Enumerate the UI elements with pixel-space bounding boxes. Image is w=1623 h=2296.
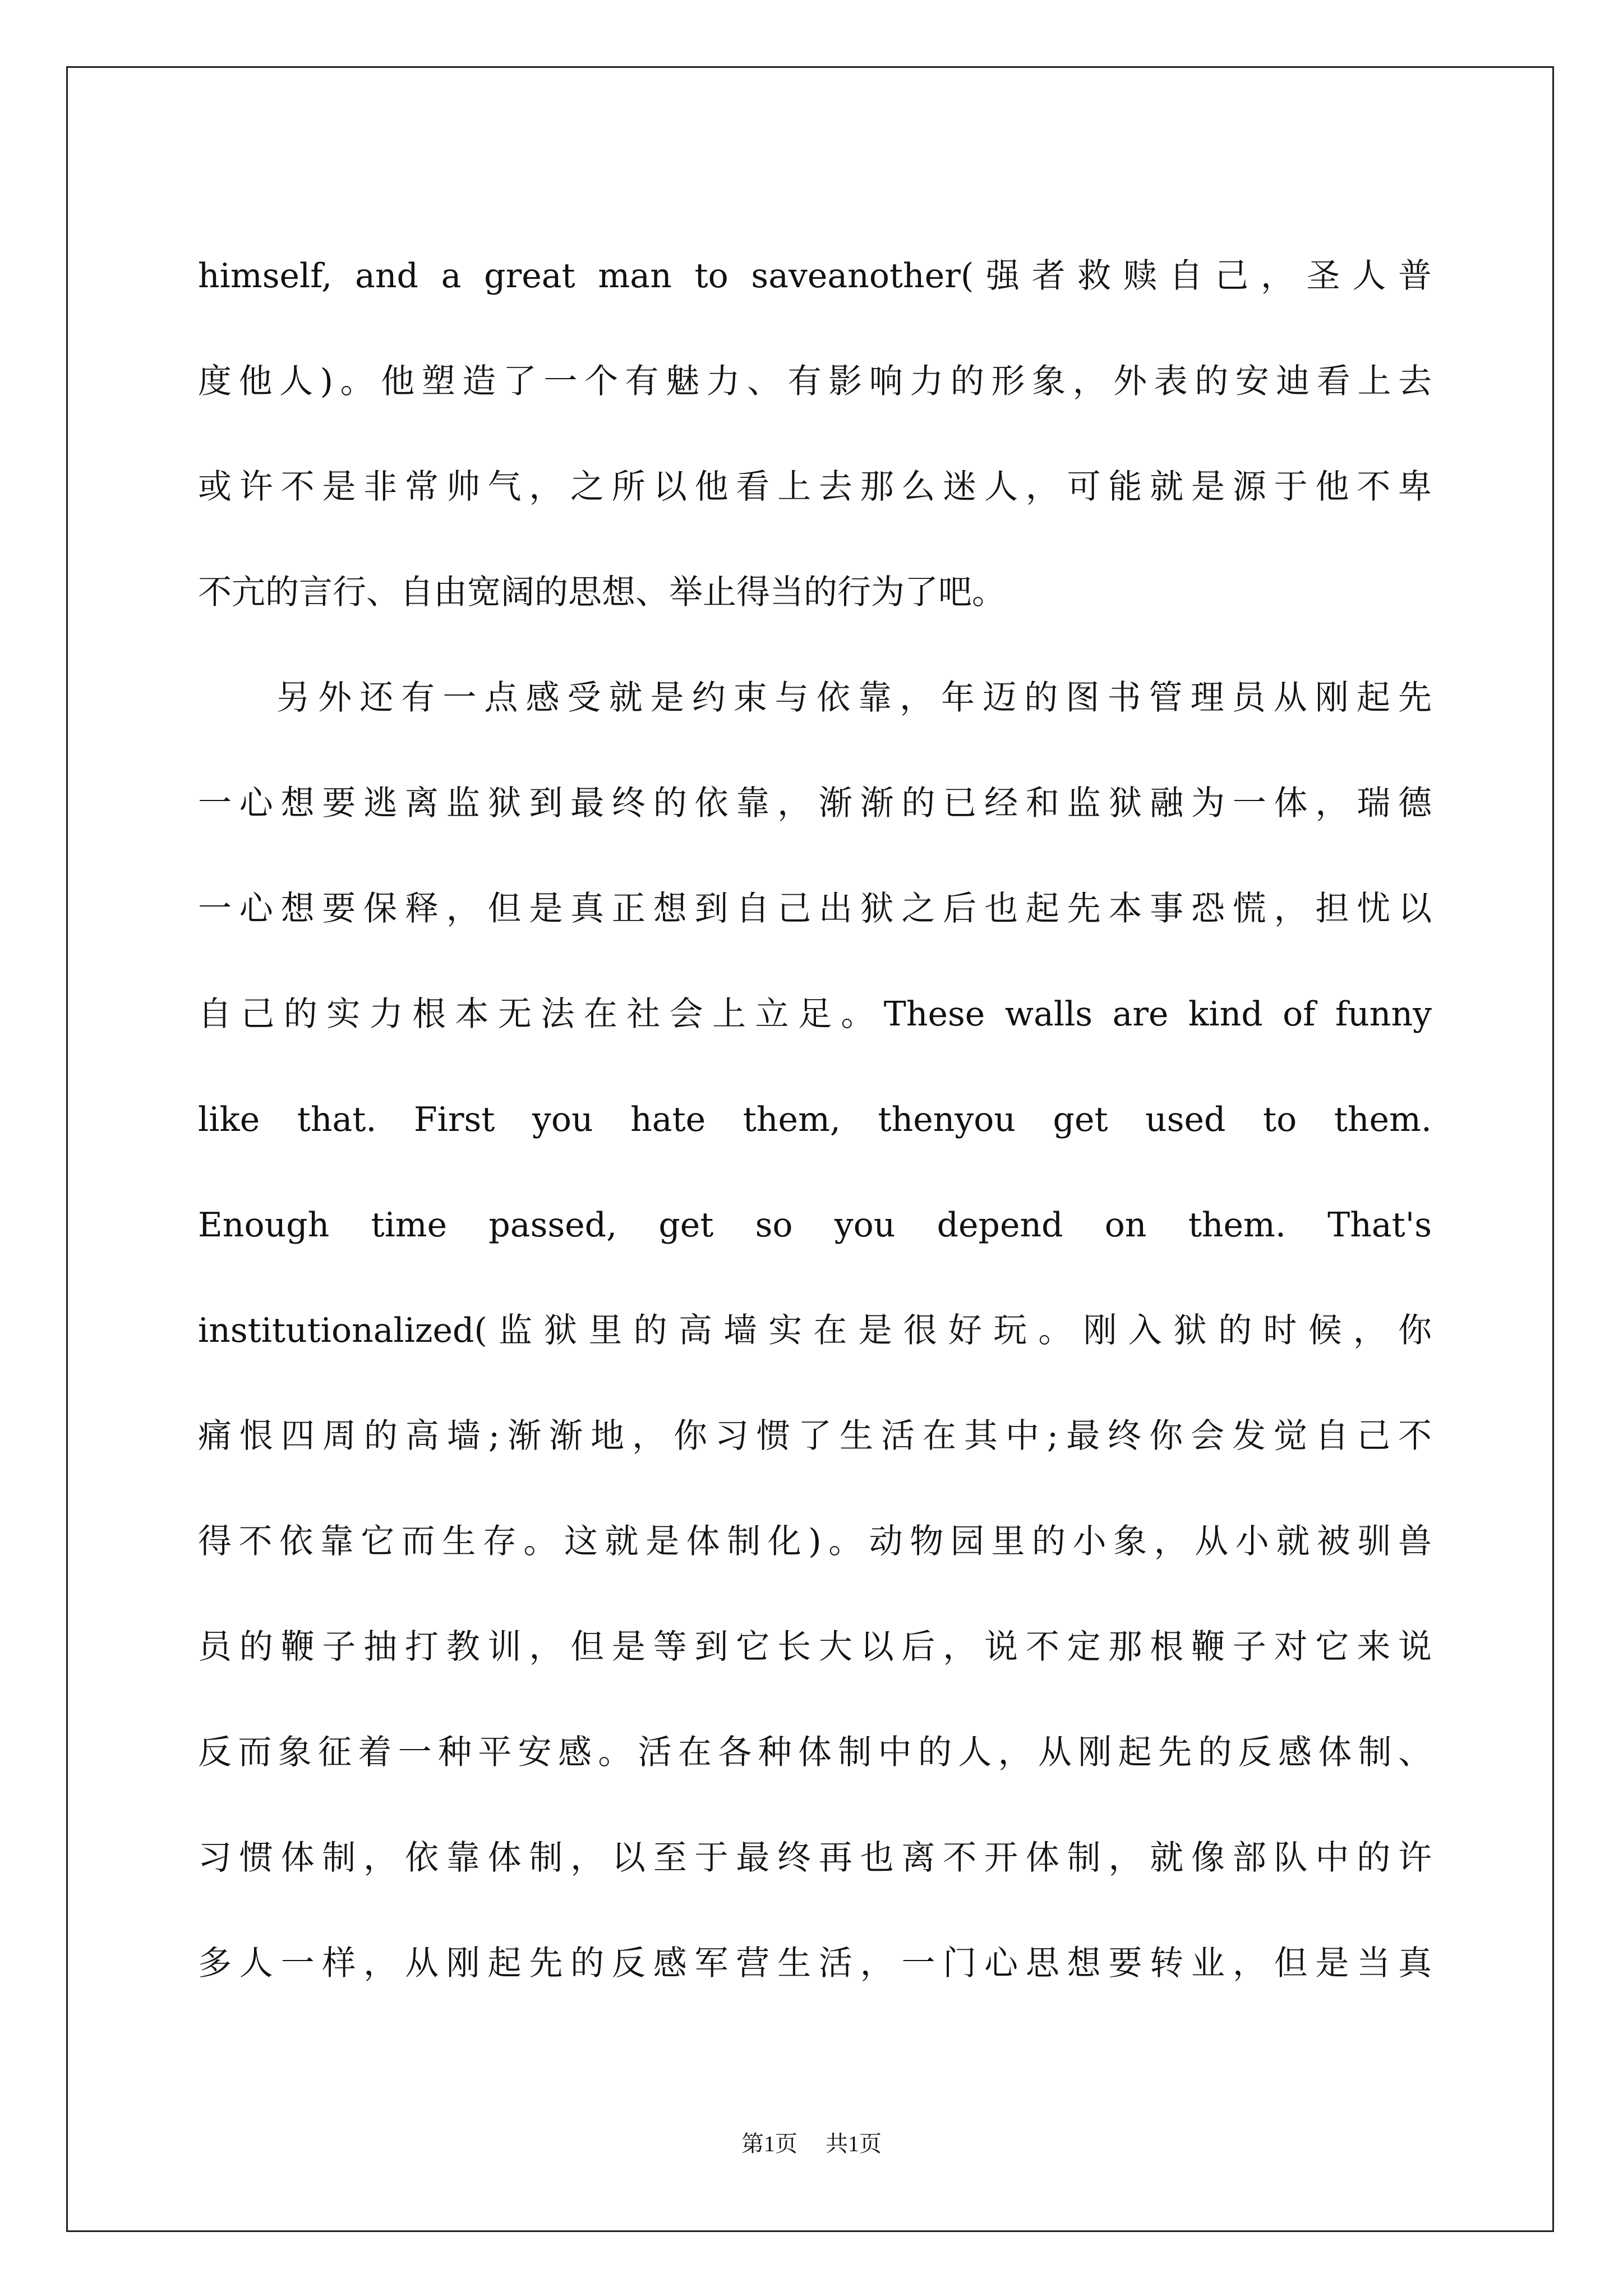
- text-line-12: 痛恨四周的高墙;渐渐地，你习惯了生活在其中;最终你会发觉自己不: [198, 1416, 1432, 1456]
- text-line-17: 多人一样，从刚起先的反感军营生活，一门心思想要转业，但是当真: [198, 1944, 1432, 1983]
- text-line-8: 自己的实力根本无法在社会上立足。These walls are kind of funny: [198, 995, 1432, 1034]
- document-body: [198, 223, 1432, 2016]
- text-line-16: 习惯体制，依靠体制，以至于最终再也离不开体制，就像部队中的许: [198, 1838, 1432, 1878]
- page-number: 第1页: [741, 2131, 797, 2156]
- text-line-3: 或许不是非常帅气，之所以他看上去那么迷人，可能就是源于他不卑: [198, 467, 1432, 507]
- text-line-5: 另外还有一点感受就是约束与依靠，年迈的图书管理员从刚起先: [276, 678, 1432, 717]
- text-line-9: like that. First you hate them, thenyou get used to them.: [198, 1100, 1432, 1139]
- page-total: 共1页: [826, 2131, 882, 2156]
- text-line-1: himself, and a great man to saveanother(强者救赎自己，圣人普: [198, 256, 1432, 296]
- text-line-6: 一心想要逃离监狱到最终的依靠，渐渐的已经和监狱融为一体，瑞德: [198, 784, 1432, 823]
- text-line-15: 反而象征着一种平安感。活在各种体制中的人，从刚起先的反感体制、: [198, 1733, 1432, 1772]
- text-line-13: 得不依靠它而生存。这就是体制化)。动物园里的小象，从小就被驯兽: [198, 1522, 1432, 1561]
- page-footer: [0, 2126, 1623, 2158]
- text-line-7: 一心想要保释，但是真正想到自己出狱之后也起先本事恐慌，担忧以: [198, 889, 1432, 928]
- text-line-10: Enough time passed, get so you depend on them. That's: [198, 1205, 1432, 1245]
- text-line-14: 员的鞭子抽打教训，但是等到它长大以后，说不定那根鞭子对它来说: [198, 1627, 1432, 1667]
- text-line-4: 不亢的言行、自由宽阔的思想、举止得当的行为了吧。: [198, 573, 1006, 612]
- text-line-2: 度他人)。他塑造了一个有魅力、有影响力的形象，外表的安迪看上去: [198, 362, 1432, 401]
- text-line-11: institutionalized(监狱里的高墙实在是很好玩。刚入狱的时候，你: [198, 1311, 1432, 1350]
